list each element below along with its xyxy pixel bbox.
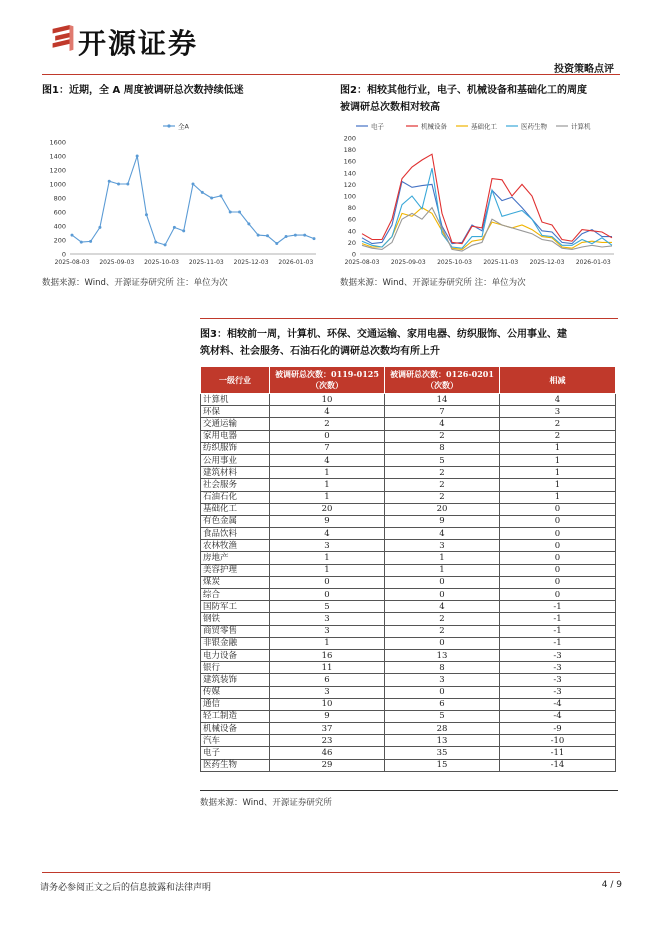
table-row [201,613,616,625]
cell-prev-week: 29 [270,759,385,771]
data-point [173,226,176,229]
table-header-row [201,367,616,394]
cell-diff: 0 [500,552,616,564]
figure1-chart [42,118,324,272]
cell-prev-week: 10 [270,698,385,710]
cell-this-week: 3 [385,674,500,686]
cell-diff: -14 [500,759,616,771]
cell-industry: 环保 [201,406,270,418]
cell-diff: -4 [500,698,616,710]
figure2-chart [340,118,622,272]
cell-industry: 电子 [201,747,270,759]
x-tick-label: 2025-12-03 [529,259,565,266]
cell-diff: -3 [500,686,616,698]
cell-industry: 通信 [201,698,270,710]
table-row [201,625,616,637]
data-point [89,240,92,243]
cell-diff: -11 [500,747,616,759]
header-divider [42,74,620,75]
cell-diff: -3 [500,662,616,674]
x-tick-label: 2026-01-03 [575,259,611,266]
cell-this-week: 13 [385,735,500,747]
cell-this-week: 2 [385,613,500,625]
cell-prev-week: 3 [270,686,385,698]
table-row [201,406,616,418]
cell-this-week: 0 [385,576,500,588]
page-number: 4 / 9 [601,880,622,890]
y-tick-label: 120 [343,180,356,189]
cell-industry: 银行 [201,662,270,674]
y-tick-label: 1400 [49,152,66,161]
table-row [201,418,616,430]
cell-this-week: 28 [385,723,500,735]
cell-industry: 建筑材料 [201,467,270,479]
table-row [201,564,616,576]
cell-this-week: 5 [385,710,500,722]
cell-diff: -1 [500,601,616,613]
table-row [201,735,616,747]
cell-this-week: 1 [385,564,500,576]
figure2-title-line2: 被调研总次数相对较高 [340,102,440,113]
y-tick-label: 1600 [49,138,66,147]
cell-prev-week: 11 [270,662,385,674]
data-point [108,180,111,183]
data-point [98,226,101,229]
cell-prev-week: 1 [270,467,385,479]
table-row [201,589,616,601]
cell-diff: -1 [500,613,616,625]
cell-this-week: 2 [385,479,500,491]
cell-prev-week: 3 [270,613,385,625]
cell-diff: -10 [500,735,616,747]
cell-industry: 美容护理 [201,564,270,576]
cell-industry: 农林牧渔 [201,540,270,552]
column-header-diff: 相减 [500,367,616,394]
cell-diff: 1 [500,479,616,491]
cell-this-week: 4 [385,418,500,430]
cell-industry: 有色金属 [201,515,270,527]
cell-prev-week: 4 [270,528,385,540]
x-tick-label: 2025-09-03 [99,259,135,266]
cell-prev-week: 16 [270,649,385,661]
table-row [201,552,616,564]
table-row [201,394,616,406]
data-point [182,229,185,232]
cell-diff: -3 [500,674,616,686]
data-point [126,183,129,186]
cell-prev-week: 23 [270,735,385,747]
column-header-this-week: 被调研总次数：0126-0201（次数） [385,367,500,394]
data-point [266,234,269,237]
cell-prev-week: 1 [270,564,385,576]
cell-prev-week: 5 [270,601,385,613]
cell-diff: -1 [500,637,616,649]
y-tick-label: 1200 [49,166,66,175]
table-row [201,662,616,674]
cell-prev-week: 4 [270,454,385,466]
cell-diff: 0 [500,515,616,527]
cell-prev-week: 46 [270,747,385,759]
cell-diff: 0 [500,540,616,552]
cell-diff: 0 [500,589,616,601]
cell-industry: 纺织服饰 [201,442,270,454]
cell-prev-week: 0 [270,430,385,442]
legend-label: 电子 [371,122,384,131]
y-tick-label: 0 [351,250,356,259]
table-row [201,637,616,649]
figure2-title-line1: 图2：相较其他行业，电子、机械设备和基础化工的周度 [340,85,587,96]
table-row [201,515,616,527]
data-point [164,243,167,246]
legend-label: 计算机 [571,122,591,131]
cell-diff: 4 [500,394,616,406]
cell-prev-week: 1 [270,637,385,649]
cell-diff: 0 [500,503,616,515]
cell-diff: -1 [500,625,616,637]
y-tick-label: 200 [53,236,66,245]
data-point [154,241,157,244]
cell-this-week: 35 [385,747,500,759]
figure3-title-line2: 筑材料、社会服务、石油石化的调研总次数均有所上升 [200,346,440,357]
data-point [192,183,195,186]
cell-diff: 1 [500,442,616,454]
legend-label: 基础化工 [471,122,497,131]
cell-diff: 0 [500,564,616,576]
cell-industry: 家用电器 [201,430,270,442]
cell-industry: 石油石化 [201,491,270,503]
cell-prev-week: 3 [270,625,385,637]
cell-industry: 房地产 [201,552,270,564]
cell-diff: 1 [500,467,616,479]
cell-industry: 基础化工 [201,503,270,515]
cell-industry: 电力设备 [201,649,270,661]
cell-industry: 煤炭 [201,576,270,588]
cell-industry: 汽车 [201,735,270,747]
cell-industry: 商贸零售 [201,625,270,637]
table-row [201,491,616,503]
cell-this-week: 0 [385,637,500,649]
cell-diff: -4 [500,710,616,722]
data-point [257,234,260,237]
table-row [201,430,616,442]
table-row [201,540,616,552]
cell-prev-week: 20 [270,503,385,515]
x-tick-label: 2025-11-03 [188,259,224,266]
cell-prev-week: 0 [270,576,385,588]
cell-diff: 1 [500,491,616,503]
x-tick-label: 2025-10-03 [144,259,179,266]
legend-label: 医药生物 [521,122,547,131]
report-type-label: 投资策略点评 [554,64,614,75]
cell-industry: 建筑装饰 [201,674,270,686]
cell-prev-week: 0 [270,589,385,601]
cell-this-week: 2 [385,430,500,442]
cell-prev-week: 3 [270,540,385,552]
brand-name: 开源证券 [78,27,199,60]
y-tick-label: 160 [343,157,356,166]
figure3-source: 数据来源：Wind、开源证券研究所 [200,798,332,808]
y-tick-label: 200 [343,134,356,143]
cell-industry: 综合 [201,589,270,601]
y-tick-label: 0 [61,250,66,259]
series-line [72,156,314,245]
cell-this-week: 2 [385,467,500,479]
y-tick-label: 100 [343,192,356,201]
cell-diff: 2 [500,418,616,430]
y-tick-label: 1000 [49,180,66,189]
cell-diff: 0 [500,576,616,588]
data-point [201,191,204,194]
data-point [229,211,232,214]
figure1-title: 图1：近期，全 A 周度被调研总次数持续低迷 [42,85,244,96]
y-tick-label: 180 [343,146,356,155]
y-tick-label: 40 [347,227,356,236]
column-header-industry: 一级行业 [201,367,270,394]
cell-this-week: 8 [385,662,500,674]
table-row [201,698,616,710]
x-tick-label: 2025-11-03 [483,259,519,266]
kaiyuan-logo-icon [50,18,76,58]
cell-this-week: 13 [385,649,500,661]
cell-industry: 社会服务 [201,479,270,491]
cell-prev-week: 1 [270,491,385,503]
series-line [362,168,612,248]
cell-industry: 传媒 [201,686,270,698]
cell-diff: 0 [500,528,616,540]
data-point [285,235,288,238]
cell-diff: 2 [500,430,616,442]
cell-this-week: 7 [385,406,500,418]
industry-research-table [200,366,616,772]
figure1-source: 数据来源：Wind、开源证券研究所 注：单位为次 [42,278,228,288]
cell-this-week: 14 [385,394,500,406]
table-row [201,528,616,540]
cell-this-week: 20 [385,503,500,515]
figure2-title [340,82,630,116]
cell-this-week: 5 [385,454,500,466]
cell-prev-week: 37 [270,723,385,735]
cell-prev-week: 6 [270,674,385,686]
cell-prev-week: 1 [270,479,385,491]
cell-this-week: 3 [385,540,500,552]
cell-prev-week: 9 [270,710,385,722]
cell-this-week: 0 [385,589,500,601]
figure3-bottom-rule [200,790,618,791]
cell-diff: 3 [500,406,616,418]
cell-prev-week: 10 [270,394,385,406]
table-row [201,467,616,479]
data-point [247,222,250,225]
cell-industry: 非银金融 [201,637,270,649]
x-tick-label: 2025-09-03 [390,259,426,266]
table-row [201,710,616,722]
table-row [201,576,616,588]
data-point [71,234,74,237]
legend-label: 全A [178,122,189,131]
data-point [294,234,297,237]
data-point [80,241,83,244]
cell-industry: 公用事业 [201,454,270,466]
footer-disclaimer: 请务必参阅正文之后的信息披露和法律声明 [40,883,212,893]
y-tick-label: 80 [347,204,356,213]
cell-diff: 1 [500,454,616,466]
cell-this-week: 8 [385,442,500,454]
table-row [201,503,616,515]
y-tick-label: 800 [53,194,66,203]
footer-divider [42,872,620,873]
data-point [303,234,306,237]
x-tick-label: 2025-08-03 [54,259,90,266]
table-row [201,454,616,466]
cell-this-week: 4 [385,528,500,540]
figure3-title [200,326,620,360]
figure3-divider [200,318,618,319]
cell-industry: 交通运输 [201,418,270,430]
cell-diff: -3 [500,649,616,661]
table-row [201,686,616,698]
data-point [145,213,148,216]
cell-industry: 计算机 [201,394,270,406]
cell-this-week: 15 [385,759,500,771]
cell-industry: 食品饮料 [201,528,270,540]
cell-industry: 钢铁 [201,613,270,625]
x-tick-label: 2025-08-03 [344,259,380,266]
table-row [201,747,616,759]
cell-this-week: 0 [385,686,500,698]
legend-label: 机械设备 [421,122,447,131]
cell-prev-week: 2 [270,418,385,430]
y-tick-label: 140 [343,169,356,178]
column-header-prev-week: 被调研总次数：0119-0125（次数） [270,367,385,394]
cell-industry: 机械设备 [201,723,270,735]
cell-this-week: 6 [385,698,500,710]
x-tick-label: 2026-01-03 [278,259,314,266]
figure3-title-line1: 图3：相较前一周，计算机、环保、交通运输、家用电器、纺织服饰、公用事业、建 [200,329,567,340]
data-point [219,194,222,197]
table-row [201,723,616,735]
data-point [117,183,120,186]
cell-this-week: 2 [385,491,500,503]
y-tick-label: 400 [53,222,66,231]
figure2-source: 数据来源：Wind、开源证券研究所 注：单位为次 [340,278,526,288]
cell-prev-week: 7 [270,442,385,454]
cell-prev-week: 9 [270,515,385,527]
cell-diff: -9 [500,723,616,735]
x-tick-label: 2025-10-03 [437,259,472,266]
data-point [313,237,316,240]
table-row [201,674,616,686]
cell-this-week: 2 [385,625,500,637]
table-row [201,759,616,771]
cell-industry: 国防军工 [201,601,270,613]
cell-industry: 轻工制造 [201,710,270,722]
data-point [275,242,278,245]
cell-this-week: 4 [385,601,500,613]
table-row [201,442,616,454]
cell-this-week: 9 [385,515,500,527]
legend-marker [167,124,170,127]
cell-prev-week: 1 [270,552,385,564]
y-tick-label: 600 [53,208,66,217]
cell-this-week: 1 [385,552,500,564]
data-point [238,211,241,214]
data-point [136,155,139,158]
table-row [201,601,616,613]
table-row [201,649,616,661]
table-row [201,479,616,491]
x-tick-label: 2025-12-03 [233,259,269,266]
cell-prev-week: 4 [270,406,385,418]
y-tick-label: 60 [347,215,356,224]
cell-industry: 医药生物 [201,759,270,771]
data-point [210,197,213,200]
y-tick-label: 20 [347,238,356,247]
